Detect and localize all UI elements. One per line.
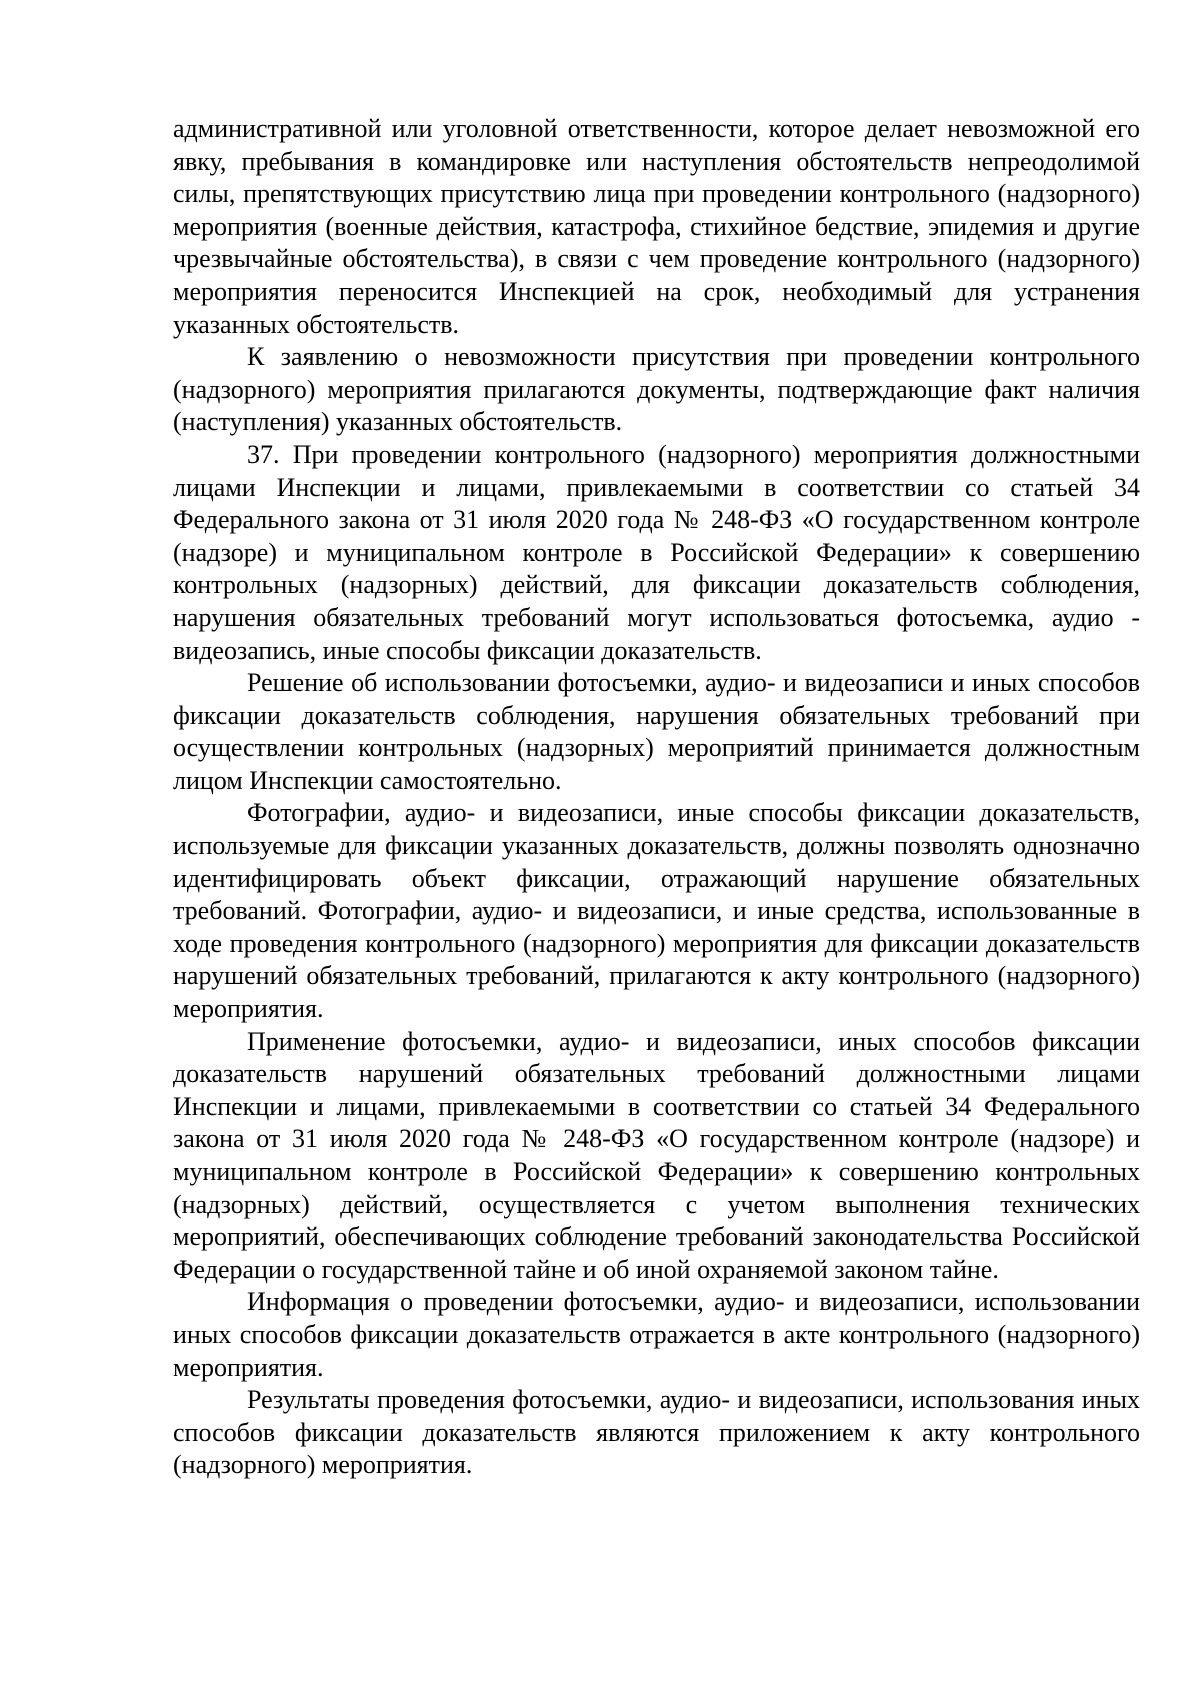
paragraph-attachments: К заявлению о невозможности присутствия при проведении контрольного (надзорного) мероприятия прилагаются документы, подтверждающие факт наличия (наступления) указанных обстоятельств.	[173, 342, 1140, 437]
paragraph-information: Информация о проведении фотосъемки, аудио- и видеозаписи, использовании иных способов фиксации доказательств отражается в акте контрольного (надзорного) мероприятия.	[173, 1287, 1140, 1382]
paragraph-photographs: Фотографии, аудио- и видеозаписи, иные способы фиксации доказательств, используемые для фиксации указанных доказательств, должны позволять однозначно идентифицировать объект фиксации, отражающий нарушение обязательных требований. Фотографии, аудио- и видеозаписи, и иные средства, использованные в ходе проведения контрольного (надзорного) мероприятия для фиксации доказательств нарушений обязательных требований, прилагаются к акту контрольного (надзорного) мероприятия.	[173, 798, 1140, 1024]
paragraph-results: Результаты проведения фотосъемки, аудио- и видеозаписи, использования иных способов фиксации доказательств являются приложением к акту контрольного (надзорного) мероприятия.	[173, 1385, 1140, 1480]
paragraph-application: Применение фотосъемки, аудио- и видеозаписи, иных способов фиксации доказательств нарушений обязательных требований должностными лицами Инспекции и лицами, привлекаемыми в соответствии со статьей 34 Федерального закона от 31 июля 2020 года № 248-ФЗ «О государственном контроле (надзоре) и муниципальном контроле в Российской Федерации» к совершению контрольных (надзорных) действий, осуществляется с учетом выполнения технических мероприятий, обеспечивающих соблюдение требований законодательства Российской Федерации о государственной тайне и об иной охраняемой законом тайне.	[173, 1026, 1140, 1284]
document-page	[173, 113, 1140, 1482]
paragraph-item-37: 37. При проведении контрольного (надзорного) мероприятия должностными лицами Инспекции и лицами, привлекаемыми в соответствии со статьей 34 Федерального закона от 31 июля 2020 года № 248-ФЗ «О государственном контроле (надзоре) и муниципальном контроле в Российской Федерации» к совершению контрольных (надзорных) действий, для фиксации доказательств соблюдения, нарушения обязательных требований могут использоваться фотосъемка, аудио - видеозапись, иные способы фиксации доказательств.	[173, 439, 1140, 665]
paragraph-continuation: административной или уголовной ответственности, которое делает невозможной его явку, пребывания в командировке или наступления обстоятельств непреодолимой силы, препятствующих присутствию лица при проведении контрольного (надзорного) мероприятия (военные действия, катастрофа, стихийное бедствие, эпидемия и другие чрезвычайные обстоятельства), в связи с чем проведение контрольного (надзорного) мероприятия переносится Инспекцией на срок, необходимый для устранения указанных обстоятельств.	[173, 114, 1140, 339]
paragraph-decision: Решение об использовании фотосъемки, аудио- и видеозаписи и иных способов фиксации доказательств соблюдения, нарушения обязательных требований при осуществлении контрольных (надзорных) мероприятий принимается должностным лицом Инспекции самостоятельно.	[173, 668, 1140, 795]
